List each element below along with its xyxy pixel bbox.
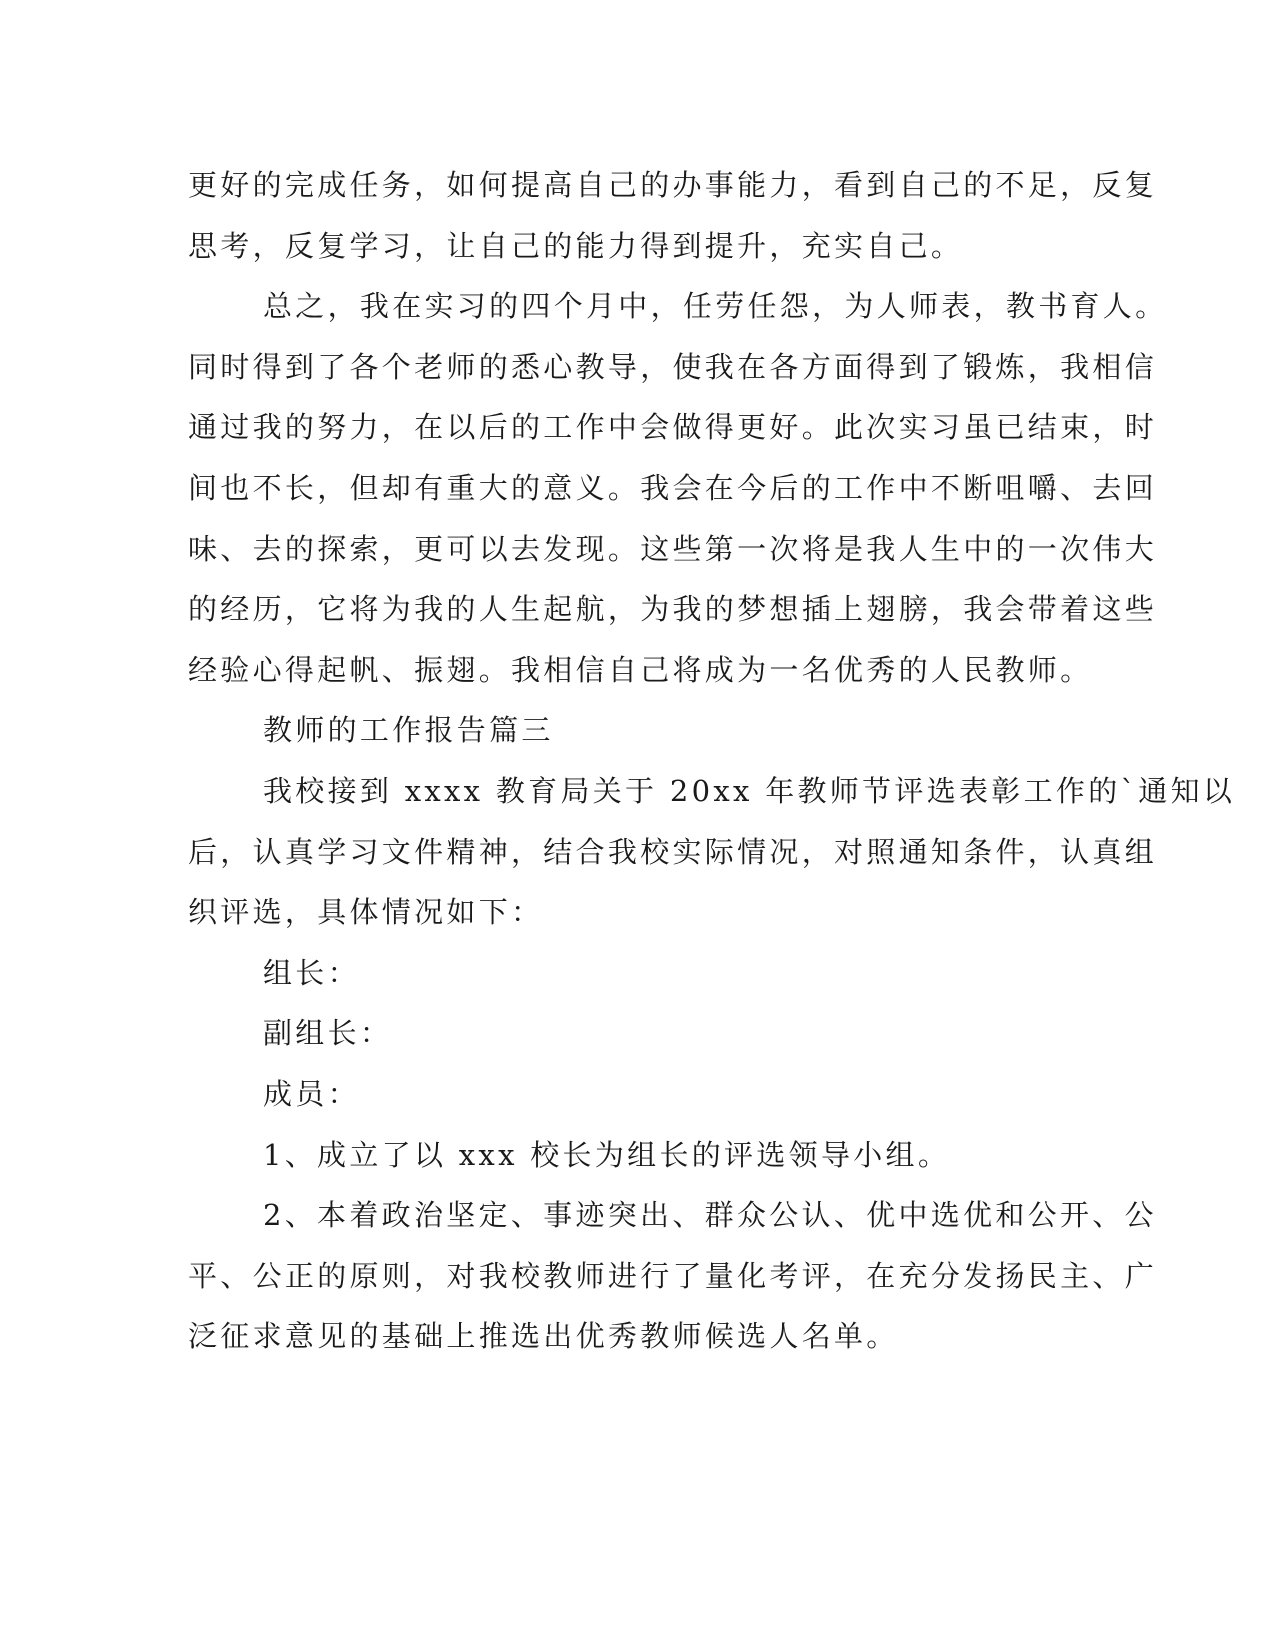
deputy-leader-label: 副组长： [263,1016,393,1051]
list-item-2: 2、本着政治坚定、事迹突出、群众公认、优中选优和公开、公 [263,1198,1157,1233]
list-item-1: 1、成立了以 xxx 校长为组长的评选领导小组。 [263,1137,951,1172]
body-line: 的经历，它将为我的人生起航，为我的梦想插上翅膀，我会带着这些 [188,592,1158,627]
body-line: 更好的完成任务，如何提高自己的办事能力，看到自己的不足，反复 [188,168,1158,202]
body-line: 通过我的努力，在以后的工作中会做得更好。此次实习虽已结束，时 [188,410,1158,445]
members-label: 成员： [263,1076,360,1111]
leader-label: 组长： [263,955,360,990]
body-line: 织评选，具体情况如下： [188,895,544,930]
body-line: 平、公正的原则，对我校教师进行了量化考评，在充分发扬民主、广 [188,1258,1158,1293]
body-line: 间也不长，但却有重大的意义。我会在今后的工作中不断咀嚼、去回 [188,470,1158,505]
document-body [188,155,1236,1367]
body-line: 泛征求意见的基础上推选出优秀教师候选人名单。 [188,1319,899,1354]
body-line: 经验心得起帆、振翅。我相信自己将成为一名优秀的人民教师。 [188,652,1093,687]
body-line: 同时得到了各个老师的悉心教导，使我在各方面得到了锻炼，我相信 [188,349,1158,384]
body-line: 后，认真学习文件精神，结合我校实际情况，对照通知条件，认真组 [188,834,1158,869]
paragraph-start-line: 总之，我在实习的四个月中，任劳任怨，为人师表，教书育人。 [263,289,1168,324]
section-heading: 教师的工作报告篇三 [263,713,554,748]
body-line: 思考，反复学习，让自己的能力得到提升，充实自己。 [188,228,964,263]
body-line: 味、去的探索，更可以去发现。这些第一次将是我人生中的一次伟大 [188,531,1158,566]
paragraph-start-line: 我校接到 xxxx 教育局关于 20xx 年教师节评选表彰工作的`通知以 [263,773,1236,808]
